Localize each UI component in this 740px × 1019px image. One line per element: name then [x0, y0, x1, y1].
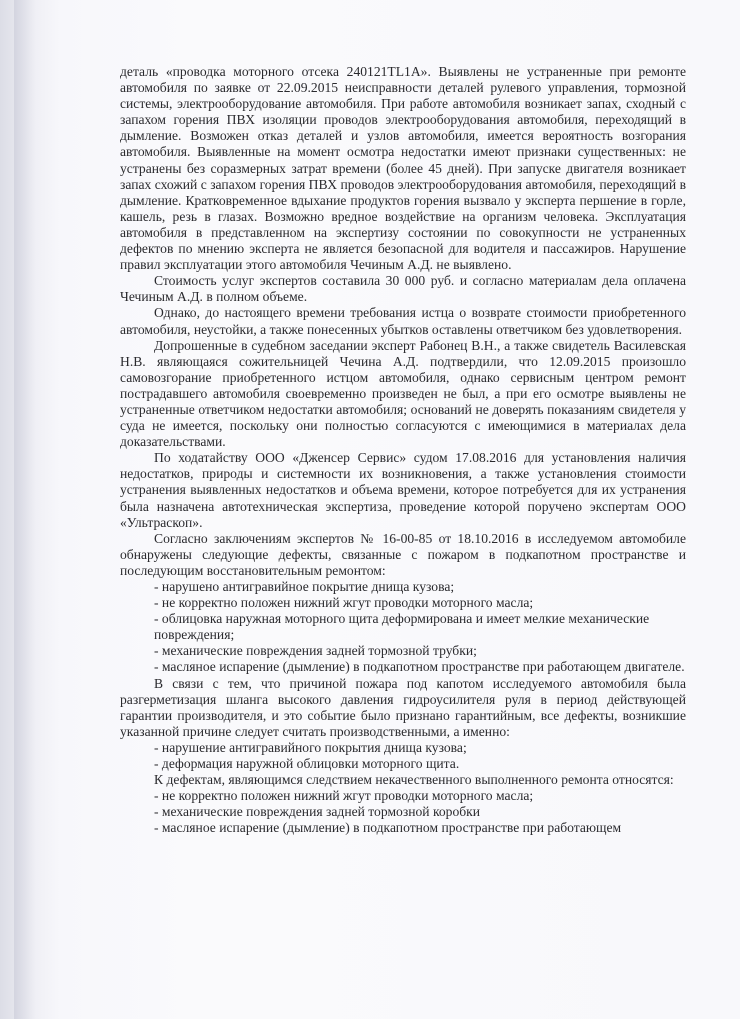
list-item: - облицовка наружная моторного щита деформирована и имеет мелкие механические повреждения; — [154, 611, 650, 643]
paragraph: Однако, до настоящего времени требования истца о возврате стоимости приобретенного автомобиля, неустойки, а также понесенных убытков оставлены ответчиком без удовлетворения. — [120, 305, 686, 337]
list-item: - масляное испарение (дымление) в подкапотном пространстве при работающем — [154, 820, 622, 836]
list-item: - масляное испарение (дымление) в подкапотном пространстве при работающем двигателе. — [154, 659, 685, 675]
paragraph: Стоимость услуг экспертов составила 30 000 руб. и согласно материалам дела оплачена Чечиным А.Д. в полном объеме. — [120, 273, 686, 305]
list-item: - механические повреждения задней тормозной коробки — [154, 804, 481, 820]
list-item: - не корректно положен нижний жгут проводки моторного масла; — [154, 788, 534, 804]
document-body — [120, 64, 686, 837]
paragraph: К дефектам, являющимся следствием некачественного выполненного ремонта относятся: — [154, 772, 674, 788]
paragraph: По ходатайству ООО «Дженсер Сервис» судом 17.08.2016 для установления наличия недостатков, природы и системности их возникновения, а также установления стоимости устранения выявленных недостатков и объема времени, которое потребуется для их устранения была назначена автотехническая экспертиза, проведение которой поручено экспертам ООО «Ультраскоп». — [120, 450, 686, 530]
list-item: - не корректно положен нижний жгут проводки моторного масла; — [154, 595, 534, 611]
list-item: - нарушено антигравийное покрытие днища кузова; — [154, 579, 455, 594]
paragraph: Согласно заключениям экспертов № 16-00-85 от 18.10.2016 в исследуемом автомобиле обнаружены следующие дефекты, связанные с пожаром в подкапотном пространстве и последующим восстановительным ремонтом: — [120, 530, 686, 578]
list-item: - деформация наружной облицовки моторного щита. — [154, 756, 460, 772]
list-item: - нарушение антигравийного покрытия днища кузова; — [154, 739, 467, 755]
paragraph: Допрошенные в судебном заседании эксперт Рабонец В.Н., а также свидетель Василевская Н.В. являющаяся сожительницей Чечина А.Д. подтвердили, что 12.09.2015 произошло самовозгорание приобретенного истцом автомобиля, однако сервисным центром ремонт пострадавшего автомобиля своевременно произведен не был, а при его осмотре выявлены не устраненные ответчиком недостатки автомобиля; оснований не доверять показаниям свидетеля у суда не имеется, поскольку они полностью согласуются с имеющимися в материалах дела доказательствами. — [120, 337, 686, 450]
page-fold-shadow — [14, 0, 36, 1019]
list-item: - механические повреждения задней тормозной трубки; — [154, 643, 477, 659]
paragraph: деталь «проводка моторного отсека 240121TL1A». Выявлены не устраненные при ремонте автомобиля по заявке от 22.09.2015 неисправности деталей рулевого управления, тормозной системы, электрооборудование автомобиля. При работе автомобиля возникает запах, сходный с запахом горения ПВХ изоляции проводов электрооборудования автомобиля, переходящий в дымление. Возможен отказ деталей и узлов автомобиля, имеется вероятность возгорания автомобиля. Выявленные на момент осмотра недостатки имеют признаки существенных: не устранены без соразмерных затрат времени (более 45 дней). При запуске двигателя возникает запах схожий с запахом горения ПВХ проводов электрооборудования автомобиля, переходящий в дымление. Кратковременное вдыхание продуктов горения вызвало у эксперта першение в горле, кашель, резь в глазах. Возможно вредное воздействие на организм человека. Эксплуатация автомобиля в представленном на экспертизу состоянии по совокупности не устраненных дефектов по мнению эксперта не является безопасной для водителя и пассажиров. Нарушение правил эксплуатации этого автомобиля Чечиным А.Д. не выявлено. — [120, 64, 686, 273]
paragraph: В связи с тем, что причиной пожара под капотом исследуемого автомобиля была разгерметизация шланга высокого давления гидроусилителя руля в период действующей гарантии производителя, и это событие было признано гарантийным, все дефекты, возникшие указанной причине следует считать производственными, а именно: — [120, 675, 686, 739]
